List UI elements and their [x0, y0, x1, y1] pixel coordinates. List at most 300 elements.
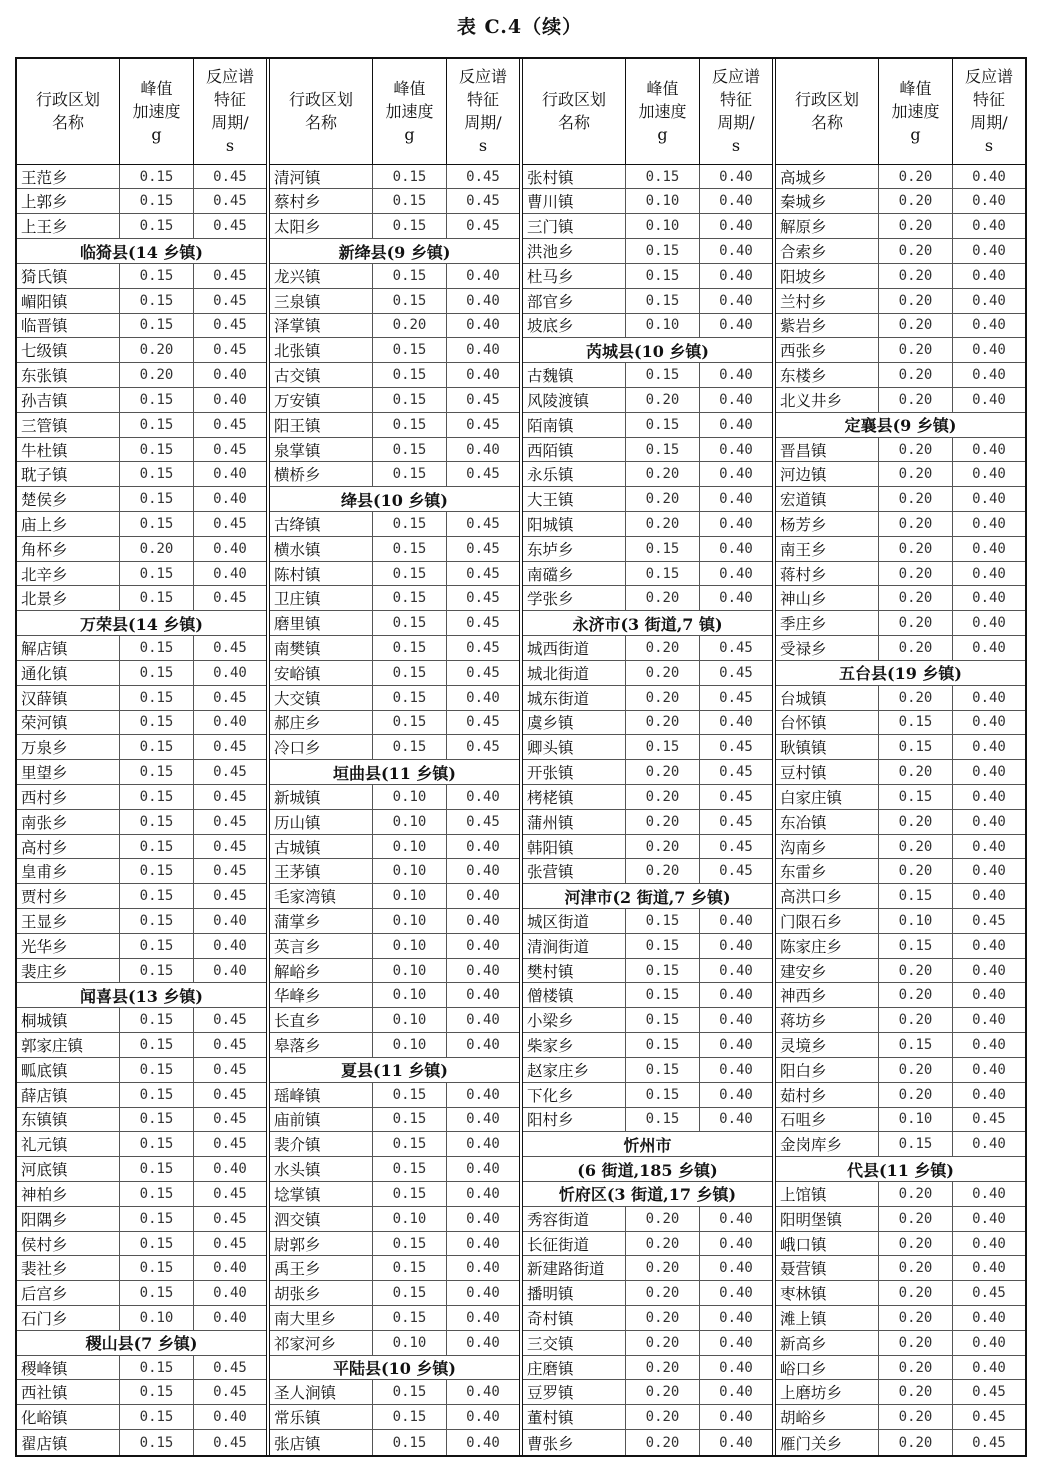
table-row [17, 1232, 266, 1257]
table-row [523, 462, 772, 487]
response-period: 0.40 [719, 491, 753, 508]
response-period: 0.40 [719, 1434, 753, 1451]
peak-acceleration: 0.15 [120, 1058, 194, 1082]
table-row [776, 1132, 1025, 1157]
response-period: 0.40 [466, 317, 500, 334]
table-row [270, 1232, 519, 1257]
region-name: 郝庄乡 [270, 711, 373, 735]
region-name: 金岗库乡 [776, 1132, 879, 1156]
table-row [523, 835, 772, 860]
peak-acceleration: 0.20 [626, 1207, 700, 1231]
region-name: 蒲州镇 [523, 810, 626, 834]
peak-acceleration: 0.15 [120, 1182, 194, 1206]
response-period: 0.40 [972, 1334, 1006, 1351]
table-row [776, 810, 1025, 835]
table-row [270, 338, 519, 363]
table-row [270, 983, 519, 1008]
peak-acceleration: 0.15 [120, 314, 194, 338]
region-name: 雁门关乡 [776, 1430, 879, 1455]
table-row [523, 735, 772, 760]
region-name: 陈家庄乡 [776, 934, 879, 958]
peak-acceleration: 0.20 [879, 686, 953, 710]
response-period: 0.40 [972, 1037, 1006, 1054]
table-row [270, 959, 519, 984]
table-row [270, 586, 519, 611]
table-row [776, 512, 1025, 537]
peak-acceleration: 0.15 [120, 785, 194, 809]
region-name: 庙上乡 [17, 512, 120, 536]
region-name: 后宫乡 [17, 1281, 120, 1305]
peak-acceleration: 0.15 [373, 1405, 447, 1429]
table-row [523, 1405, 772, 1430]
peak-acceleration: 0.20 [626, 810, 700, 834]
region-name: 高洪口乡 [776, 884, 879, 908]
peak-acceleration: 0.15 [879, 934, 953, 958]
seismic-table [15, 57, 1027, 1457]
response-period: 0.45 [213, 838, 247, 855]
region-name: 临晋镇 [17, 314, 120, 338]
table-column-4 [775, 59, 1025, 1455]
region-name: 豆村镇 [776, 760, 879, 784]
response-period: 0.40 [719, 515, 753, 532]
peak-acceleration: 0.20 [879, 859, 953, 883]
peak-acceleration: 0.20 [373, 314, 447, 338]
region-name: 桐城镇 [17, 1008, 120, 1032]
peak-acceleration: 0.15 [373, 711, 447, 735]
response-period: 0.40 [466, 1434, 500, 1451]
response-period: 0.45 [466, 540, 500, 557]
table-row [776, 983, 1025, 1008]
peak-acceleration: 0.15 [373, 1256, 447, 1280]
response-period: 0.40 [719, 441, 753, 458]
peak-acceleration: 0.20 [879, 562, 953, 586]
region-name: 陈村镇 [270, 562, 373, 586]
response-period: 0.45 [466, 739, 500, 756]
table-row [17, 810, 266, 835]
response-period: 0.45 [213, 888, 247, 905]
table-row [17, 859, 266, 884]
region-name: 三泉镇 [270, 289, 373, 313]
peak-acceleration: 0.15 [373, 1157, 447, 1181]
region-name: 长征街道 [523, 1232, 626, 1256]
response-period: 0.45 [719, 838, 753, 855]
region-name: 神柏乡 [17, 1182, 120, 1206]
peak-acceleration: 0.20 [879, 487, 953, 511]
region-name: 牛杜镇 [17, 438, 120, 462]
response-period: 0.40 [972, 590, 1006, 607]
table-row [776, 165, 1025, 190]
table-row [523, 859, 772, 884]
table-row [523, 239, 772, 264]
peak-acceleration: 0.10 [373, 859, 447, 883]
peak-acceleration: 0.15 [120, 835, 194, 859]
table-header [17, 59, 266, 165]
response-period: 0.40 [972, 243, 1006, 260]
table-row [523, 289, 772, 314]
response-period: 0.40 [719, 1111, 753, 1128]
table-row [523, 189, 772, 214]
peak-acceleration: 0.15 [120, 711, 194, 735]
peak-acceleration: 0.15 [120, 388, 194, 412]
region-name: 解店镇 [17, 636, 120, 660]
region-name: 耿镇镇 [776, 735, 879, 759]
response-period: 0.40 [213, 540, 247, 557]
peak-acceleration: 0.15 [879, 884, 953, 908]
group-heading: 永济市(3 街道,7 镇) [523, 611, 772, 636]
region-name: 三门镇 [523, 214, 626, 238]
peak-acceleration: 0.10 [373, 959, 447, 983]
table-row [776, 760, 1025, 785]
peak-acceleration: 0.10 [373, 934, 447, 958]
peak-acceleration: 0.15 [120, 1430, 194, 1455]
table-row [17, 785, 266, 810]
response-period: 0.40 [719, 1037, 753, 1054]
region-name: 城西街道 [523, 636, 626, 660]
region-name: 峨口镇 [776, 1232, 879, 1256]
peak-acceleration: 0.10 [373, 785, 447, 809]
peak-acceleration: 0.20 [879, 388, 953, 412]
region-name: 皇甫乡 [17, 859, 120, 883]
response-period: 0.45 [972, 1434, 1006, 1451]
peak-acceleration: 0.15 [373, 512, 447, 536]
table-row [523, 1207, 772, 1232]
region-name: 兰村乡 [776, 289, 879, 313]
region-name: 滩上镇 [776, 1306, 879, 1330]
region-name: 阳明堡镇 [776, 1207, 879, 1231]
response-period: 0.45 [213, 1235, 247, 1252]
peak-acceleration: 0.15 [120, 1207, 194, 1231]
region-name: 七级镇 [17, 338, 120, 362]
response-period: 0.40 [466, 962, 500, 979]
peak-acceleration: 0.15 [879, 785, 953, 809]
peak-acceleration: 0.15 [373, 438, 447, 462]
table-row [776, 462, 1025, 487]
response-period: 0.40 [972, 1012, 1006, 1029]
table-row [776, 884, 1025, 909]
peak-acceleration: 0.15 [373, 388, 447, 412]
peak-acceleration: 0.20 [626, 388, 700, 412]
region-name: 张营镇 [523, 859, 626, 883]
response-period: 0.45 [213, 292, 247, 309]
region-name: 坡底乡 [523, 314, 626, 338]
group-heading: (6 街道,185 乡镇) [523, 1157, 772, 1182]
table-row [17, 586, 266, 611]
region-name: 石咀乡 [776, 1108, 879, 1132]
peak-acceleration: 0.10 [120, 1306, 194, 1330]
region-name: 古绛镇 [270, 512, 373, 536]
group-heading: 闻喜县(13 乡镇) [17, 983, 266, 1008]
peak-acceleration: 0.15 [373, 562, 447, 586]
table-row [270, 562, 519, 587]
region-name: 白家庄镇 [776, 785, 879, 809]
response-period: 0.45 [719, 739, 753, 756]
table-row [17, 1356, 266, 1381]
response-period: 0.40 [719, 987, 753, 1004]
response-period: 0.40 [719, 193, 753, 210]
table-row [776, 1033, 1025, 1058]
header-period: 反应谱 特征 周期/ s [964, 67, 1013, 156]
region-name: 瑶峰镇 [270, 1083, 373, 1107]
response-period: 0.40 [466, 912, 500, 929]
region-name: 古魏镇 [523, 363, 626, 387]
region-name: 北景乡 [17, 586, 120, 610]
response-period: 0.40 [972, 367, 1006, 384]
response-period: 0.40 [972, 1185, 1006, 1202]
table-row [270, 1008, 519, 1033]
group-heading: 河津市(2 街道,7 乡镇) [523, 884, 772, 909]
table-row [270, 1405, 519, 1430]
response-period: 0.45 [213, 1061, 247, 1078]
response-period: 0.40 [213, 937, 247, 954]
region-name: 新建路街道 [523, 1256, 626, 1280]
peak-acceleration: 0.15 [373, 1083, 447, 1107]
response-period: 0.40 [972, 1136, 1006, 1153]
table-row [270, 214, 519, 239]
table-row [776, 1356, 1025, 1381]
response-period: 0.40 [466, 1210, 500, 1227]
peak-acceleration: 0.15 [626, 289, 700, 313]
table-header [270, 59, 519, 165]
table-header [523, 59, 772, 165]
region-name: 裴介镇 [270, 1132, 373, 1156]
peak-acceleration: 0.20 [626, 487, 700, 511]
peak-acceleration: 0.20 [879, 1083, 953, 1107]
table-row [776, 363, 1025, 388]
response-period: 0.45 [466, 218, 500, 235]
response-period: 0.45 [719, 788, 753, 805]
region-name: 庄磨镇 [523, 1356, 626, 1380]
peak-acceleration: 0.15 [879, 1132, 953, 1156]
response-period: 0.40 [972, 640, 1006, 657]
region-name: 解峪乡 [270, 959, 373, 983]
peak-acceleration: 0.10 [879, 1108, 953, 1132]
table-row [17, 1058, 266, 1083]
region-name: 庙前镇 [270, 1108, 373, 1132]
response-period: 0.40 [213, 962, 247, 979]
peak-acceleration: 0.15 [120, 512, 194, 536]
table-row [523, 512, 772, 537]
table-row [776, 711, 1025, 736]
table-row [270, 810, 519, 835]
region-name: 胡张乡 [270, 1281, 373, 1305]
response-period: 0.40 [972, 764, 1006, 781]
response-period: 0.40 [719, 962, 753, 979]
region-name: 埝掌镇 [270, 1182, 373, 1206]
peak-acceleration: 0.20 [879, 636, 953, 660]
response-period: 0.45 [466, 193, 500, 210]
peak-acceleration: 0.20 [879, 189, 953, 213]
region-name: 泉掌镇 [270, 438, 373, 462]
response-period: 0.40 [466, 1409, 500, 1426]
table-row [270, 1182, 519, 1207]
region-name: 枣林镇 [776, 1281, 879, 1305]
table-row [776, 1083, 1025, 1108]
group-heading: 临猗县(14 乡镇) [17, 239, 266, 264]
peak-acceleration: 0.15 [373, 214, 447, 238]
peak-acceleration: 0.10 [373, 1331, 447, 1355]
peak-acceleration: 0.20 [879, 363, 953, 387]
response-period: 0.40 [972, 168, 1006, 185]
table-row [523, 413, 772, 438]
table-row [17, 934, 266, 959]
peak-acceleration: 0.20 [879, 959, 953, 983]
peak-acceleration: 0.15 [373, 338, 447, 362]
peak-acceleration: 0.20 [879, 611, 953, 635]
response-period: 0.40 [972, 615, 1006, 632]
peak-acceleration: 0.15 [373, 1232, 447, 1256]
table-row [776, 859, 1025, 884]
response-period: 0.40 [466, 1384, 500, 1401]
response-period: 0.45 [719, 664, 753, 681]
response-period: 0.40 [972, 888, 1006, 905]
region-name: 侯村乡 [17, 1232, 120, 1256]
region-name: 大王镇 [523, 487, 626, 511]
peak-acceleration: 0.15 [373, 1430, 447, 1455]
response-period: 0.40 [466, 1086, 500, 1103]
region-name: 东楼乡 [776, 363, 879, 387]
region-name: 南大里乡 [270, 1306, 373, 1330]
response-period: 0.40 [972, 1235, 1006, 1252]
response-period: 0.40 [972, 813, 1006, 830]
table-row [270, 1132, 519, 1157]
peak-acceleration: 0.20 [879, 289, 953, 313]
peak-acceleration: 0.15 [373, 586, 447, 610]
region-name: 晋昌镇 [776, 438, 879, 462]
response-period: 0.40 [719, 317, 753, 334]
table-row [17, 388, 266, 413]
peak-acceleration: 0.20 [879, 1182, 953, 1206]
table-row [270, 835, 519, 860]
table-row [776, 1405, 1025, 1430]
region-name: 蔡村乡 [270, 189, 373, 213]
response-period: 0.45 [466, 168, 500, 185]
peak-acceleration: 0.20 [879, 1207, 953, 1231]
response-period: 0.40 [466, 863, 500, 880]
response-period: 0.40 [466, 1285, 500, 1302]
response-period: 0.40 [466, 1235, 500, 1252]
peak-acceleration: 0.15 [120, 1256, 194, 1280]
header-name: 行政区划 名称 [270, 59, 373, 164]
table-row [17, 537, 266, 562]
peak-acceleration: 0.15 [626, 959, 700, 983]
region-name: 荣河镇 [17, 711, 120, 735]
region-name: 孙吉镇 [17, 388, 120, 412]
peak-acceleration: 0.20 [626, 1232, 700, 1256]
region-name: 三交镇 [523, 1331, 626, 1355]
response-period: 0.40 [719, 218, 753, 235]
region-name: 樊村镇 [523, 959, 626, 983]
peak-acceleration: 0.20 [626, 1356, 700, 1380]
table-row [523, 810, 772, 835]
table-row [523, 1430, 772, 1455]
response-period: 0.40 [719, 1309, 753, 1326]
table-row [523, 1306, 772, 1331]
table-row [270, 1380, 519, 1405]
region-name: 柴家乡 [523, 1033, 626, 1057]
peak-acceleration: 0.15 [120, 810, 194, 834]
region-name: 清涧街道 [523, 934, 626, 958]
response-period: 0.40 [719, 168, 753, 185]
response-period: 0.45 [213, 218, 247, 235]
table-row [270, 462, 519, 487]
peak-acceleration: 0.20 [626, 1256, 700, 1280]
header-period: 反应谱 特征 周期/ s [711, 67, 760, 156]
table-row [523, 1033, 772, 1058]
table-row [776, 214, 1025, 239]
response-period: 0.40 [972, 1086, 1006, 1103]
response-period: 0.40 [972, 1210, 1006, 1227]
group-heading: 忻府区(3 街道,17 乡镇) [523, 1182, 772, 1207]
region-name: 东雷乡 [776, 859, 879, 883]
region-name: 祁家河乡 [270, 1331, 373, 1355]
region-name: 南张乡 [17, 810, 120, 834]
region-name: 横桥乡 [270, 462, 373, 486]
peak-acceleration: 0.15 [120, 586, 194, 610]
peak-acceleration: 0.15 [879, 735, 953, 759]
peak-acceleration: 0.15 [373, 1306, 447, 1330]
header-name: 行政区划 名称 [776, 59, 879, 164]
region-name: 虞乡镇 [523, 711, 626, 735]
table-row [17, 1306, 266, 1331]
region-name: 泗交镇 [270, 1207, 373, 1231]
region-name: 嵋阳镇 [17, 289, 120, 313]
table-row [17, 835, 266, 860]
peak-acceleration: 0.10 [879, 909, 953, 933]
response-period: 0.40 [466, 888, 500, 905]
table-row [270, 1281, 519, 1306]
table-row [17, 438, 266, 463]
table-row [270, 363, 519, 388]
region-name: 清河镇 [270, 165, 373, 189]
peak-acceleration: 0.20 [879, 264, 953, 288]
response-period: 0.40 [972, 714, 1006, 731]
table-row [523, 1083, 772, 1108]
peak-acceleration: 0.15 [879, 711, 953, 735]
response-period: 0.40 [719, 1384, 753, 1401]
response-period: 0.40 [972, 1359, 1006, 1376]
peak-acceleration: 0.15 [120, 1108, 194, 1132]
region-name: 曹张乡 [523, 1430, 626, 1455]
response-period: 0.45 [972, 1285, 1006, 1302]
peak-acceleration: 0.15 [373, 363, 447, 387]
response-period: 0.40 [213, 714, 247, 731]
region-name: 蒲掌乡 [270, 909, 373, 933]
peak-acceleration: 0.20 [120, 537, 194, 561]
peak-acceleration: 0.15 [373, 413, 447, 437]
response-period: 0.45 [972, 912, 1006, 929]
region-name: 猗氏镇 [17, 264, 120, 288]
peak-acceleration: 0.20 [626, 859, 700, 883]
peak-acceleration: 0.15 [120, 189, 194, 213]
region-name: 聂营镇 [776, 1256, 879, 1280]
peak-acceleration: 0.15 [373, 735, 447, 759]
peak-acceleration: 0.15 [120, 462, 194, 486]
table-row [270, 735, 519, 760]
peak-acceleration: 0.20 [626, 760, 700, 784]
peak-acceleration: 0.15 [373, 611, 447, 635]
peak-acceleration: 0.15 [373, 264, 447, 288]
table-row [776, 1281, 1025, 1306]
response-period: 0.45 [972, 1111, 1006, 1128]
response-period: 0.40 [466, 689, 500, 706]
region-name: 部官乡 [523, 289, 626, 313]
peak-acceleration: 0.20 [879, 1430, 953, 1455]
table-row [270, 1256, 519, 1281]
group-heading: 平陆县(10 乡镇) [270, 1356, 519, 1381]
region-name: 河底镇 [17, 1157, 120, 1181]
table-row [523, 1058, 772, 1083]
table-row [776, 1430, 1025, 1455]
